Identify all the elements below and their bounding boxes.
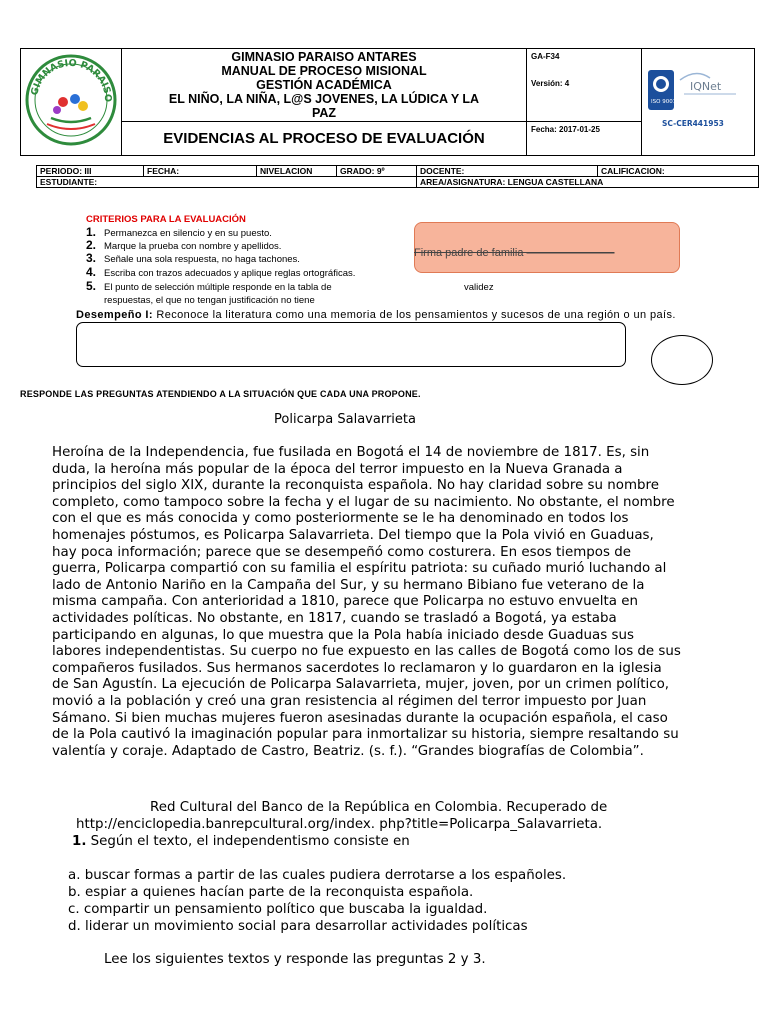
- question-1: [72, 834, 410, 849]
- criteria-item: 3. Señale una sola respuesta, no haga tachones.: [86, 251, 300, 265]
- next-instruction: Lee los siguientes textos y responde las preguntas 2 y 3.: [104, 952, 486, 967]
- desempeno-label: Desempeño I:: [76, 309, 153, 321]
- calificacion-field[interactable]: CALIFICACION:: [598, 166, 759, 177]
- answer-option-d[interactable]: d. liderar un movimiento social para desarrollar actividades políticas: [68, 919, 528, 934]
- fecha-field[interactable]: FECHA:: [144, 166, 257, 177]
- criteria-item: 4. Escriba con trazos adecuados y aplique reglas ortográficas.: [86, 265, 356, 279]
- management-title: GESTIÓN ACADÉMICA: [256, 78, 392, 92]
- desempeno-box[interactable]: [76, 322, 626, 367]
- criteria-item-continued: respuestas, el que no tengan justificación no tiene: [104, 295, 315, 306]
- instructions: RESPONDE LAS PREGUNTAS ATENDIENDO A LA SITUACIÓN QUE CADA UNA PROPONE.: [20, 389, 421, 399]
- periodo-field: PERIODO: III: [37, 166, 144, 177]
- area-field: AREA/ASIGNATURA: LENGUA CASTELLANA: [417, 177, 759, 188]
- form-code: GA-F34: [531, 52, 560, 61]
- student-info-table: [36, 165, 759, 188]
- nivelacion-field: NIVELACION: [257, 166, 337, 177]
- criteria-item: 2. Marque la prueba con nombre y apellidos.: [86, 238, 282, 252]
- header-table: [20, 48, 755, 156]
- grade-circle[interactable]: [651, 335, 713, 385]
- question-number: 1.: [72, 834, 87, 849]
- svg-text:SC-CER441953: SC-CER441953: [662, 118, 724, 128]
- form-version: Versión: 4: [531, 79, 570, 88]
- reference-line: Red Cultural del Banco de la República en Colombia. Recuperado de: [150, 800, 608, 815]
- criteria-validez: validez: [464, 282, 494, 293]
- answer-option-c[interactable]: c. compartir un pensamiento político que buscaba la igualdad.: [68, 902, 488, 917]
- story-title: Policarpa Salavarrieta: [274, 412, 416, 427]
- desempeno-text: Reconoce la literatura como una memoria de los pensamientos y sucesos de una región o un país.: [156, 309, 676, 321]
- estudiante-field[interactable]: ESTUDIANTE:: [37, 177, 417, 188]
- code-cell: [527, 49, 642, 122]
- school-name: GIMNASIO PARAISO ANTARES: [231, 50, 417, 64]
- criteria-item: 1. Permanezca en silencio y en su puesto.: [86, 225, 272, 239]
- motto-line: EL NIÑO, LA NIÑA, L@S JOVENES, LA LÚDICA Y LA: [168, 92, 480, 106]
- criteria-item: 5. El punto de selección múltiple responde en la tabla de: [86, 279, 332, 293]
- answer-option-b[interactable]: b. espiar a quienes hacían parte de la reconquista española.: [68, 885, 474, 900]
- title-cell: [122, 49, 527, 122]
- manual-title: MANUAL DE PROCESO MISIONAL: [221, 64, 427, 78]
- svg-text:GIMNASIO PARAISO: GIMNASIO PARAISO: [29, 57, 114, 102]
- reference-url[interactable]: http://enciclopedia.banrepcultural.org/index. php?title=Policarpa_Salavarrieta.: [76, 817, 603, 832]
- certification-logos-icon: [644, 62, 752, 138]
- svg-text:IQNet: IQNet: [690, 79, 722, 93]
- school-logo-icon: [23, 52, 119, 148]
- motto-line-2: PAZ: [311, 106, 337, 120]
- svg-text:ISO 9001: ISO 9001: [651, 98, 677, 105]
- docente-field[interactable]: DOCENTE:: [417, 166, 598, 177]
- answer-option-a[interactable]: a. buscar formas a partir de las cuales pudiera derrotarse a los españoles.: [68, 868, 567, 883]
- parent-signature-label: Firma padre de familia ————————: [414, 247, 615, 259]
- desempeno-line: [76, 309, 676, 321]
- criteria-title: CRITERIOS PARA LA EVALUACIÓN: [86, 214, 246, 225]
- school-logo-cell: [21, 49, 122, 156]
- grado-field: GRADO: 9º: [337, 166, 417, 177]
- evidence-title: EVIDENCIAS AL PROCESO DE EVALUACIÓN: [122, 122, 527, 156]
- story-body: Heroína de la Independencia, fue fusilada en Bogotá el 14 de noviembre de 1817. Es, sin duda, la heroína más popular de la época del terror impuesto en la Nueva Granada a principios del siglo XIX, durante la reconquista española. No hay claridad sobre su nombre completo, como tampoco sobre la fecha y el lugar de su nacimiento. No obstante, el nombre con el que es más conocida y como posteriormente se le ha denominado en todos los homenajes póstumos, es Policarpa Salavarrieta. Del tiempo que la Pola vivió en Guaduas, hay poca información; parece que se desempeñó como costurera. En esos tiempos de guerra, Policarpa compartió con su familia el espíritu patriota: su cuñado murió luchando al lado de Antonio Nariño en la Campaña del Sur, y su hermano Bibiano fue veterano de la misma campaña. Con anterioridad a 1810, parece que Policarpa no estuvo envuelta en actividades políticas. No obstante, en 1817, cuando se trasladó a Bogotá, ya estaba participando en algunas, lo que muestra que la Pola había iniciado desde Guaduas sus labores independentistas. Su cuerpo no fue expuesto en las calles de Bogotá como los de sus compañeros fusilados. Sus hermanos sacerdotes lo reclamaron y lo guardaron en la iglesia de San Agustín. La ejecución de Policarpa Salavarrieta, mujer, joven, por un crimen político, movió a la población y creó una gran resistencia al régimen del terror impuesto por Juan Sámano. Si bien muchas mujeres fueron asesinadas durante la ocupación española, el caso de la Pola cautivó la imaginación popular para inmortalizar su historia, siempre resaltando su valentía y coraje. Adaptado de Castro, Beatriz. (s. f.). “Grandes biografías de Colombia”.: [52, 445, 681, 759]
- certification-cell: [642, 49, 755, 156]
- question-text: Según el texto, el independentismo consiste en: [90, 834, 410, 849]
- form-date: Fecha: 2017-01-25: [527, 122, 642, 156]
